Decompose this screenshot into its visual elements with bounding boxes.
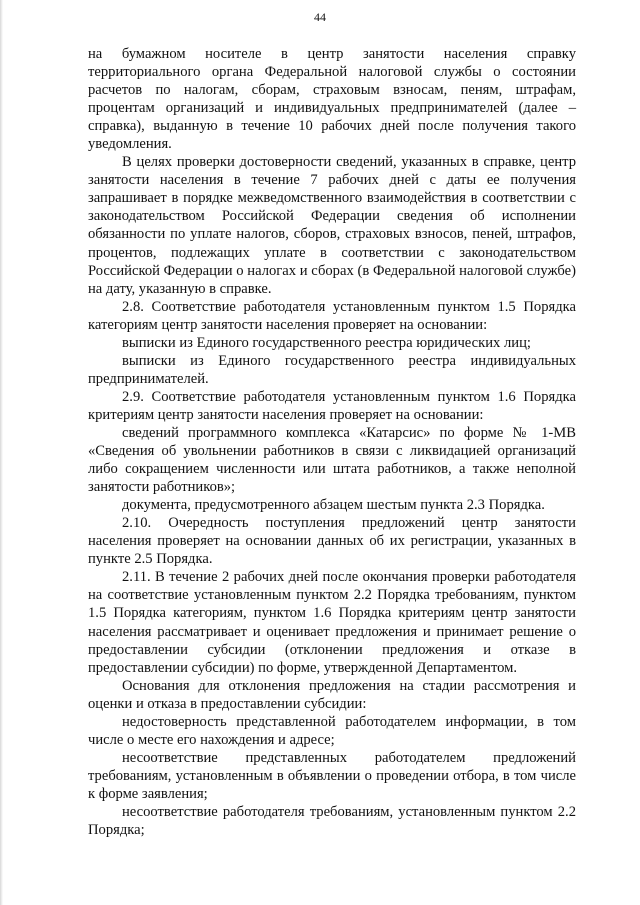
- paragraph-document: документа, предусмотренного абзацем шестым пункта 2.3 Порядка.: [122, 497, 545, 514]
- page-number: 44: [314, 10, 326, 24]
- paragraph-2-9: 2.9. Соответствие работодателя установленным пунктом 1.6 Порядка критериям центр занятости населения проверяет на основании:: [88, 388, 576, 423]
- paragraph-katarsis: сведений программного комплекса «Катарсис» по форме № 1-МВ «Сведения об увольнении работников в связи с ликвидацией организаций либо сокращением численности или штата работников, а также неполной занятости работников»;: [88, 424, 576, 496]
- paragraph-verification: В целях проверки достоверности сведений, указанных в справке, центр занятости населения в течение 7 рабочих дней с даты ее получения запрашивает в порядке межведомственного взаимодействия в соответствии с законодательством Российской Федерации сведения об исполнении обязанности по уплате налогов, сборов, страховых взносов, пеней, штрафов, процентов, подлежащих уплате в соответствии с законодательством Российской Федерации о налогах и сборах (в Федеральной налоговой службе) на дату, указанную в справке.: [88, 154, 576, 297]
- paragraph-2-8: 2.8. Соответствие работодателя установленным пунктом 1.5 Порядка категориям центр занятости населения проверяет на основании:: [88, 298, 576, 333]
- paragraph-2-10: 2.10. Очередность поступления предложений центр занятости населения проверяет на основании данных об их регистрации, указанных в пункте 2.5 Порядка.: [88, 515, 576, 568]
- paragraph-ground-3: несоответствие работодателя требованиям, установленным пунктом 2.2 Порядка;: [88, 803, 576, 839]
- paragraph-continuation: на бумажном носителе в центр занятости населения справку территориального органа Федеральной налоговой службы о состоянии расчетов по налогам, сборам, страховым взносам, пеням, штрафам, процентам организаций и индивидуальных предпринимателей (далее – справка), выданную в течение 10 рабочих дней после получения такого уведомления.: [88, 46, 576, 153]
- paragraph-ground-2: несоответствие представленных работодателем предложений требованиям, установленным в объявлении о проведении отбора, в том числе к форме заявления;: [88, 749, 576, 802]
- paragraph-2-11: 2.11. В течение 2 рабочих дней после окончания проверки работодателя на соответствие установленным пунктом 2.2 Порядка требованиям, пунктом 1.5 Порядка категориям, пунктом 1.6 Порядка критериям центр занятости населения рассматривает и оценивает предложения и принимает решение о предоставлении субсидии (отклонении предложения и отказе в предоставлении субсидии) по форме, утвержденной Департаментом.: [88, 569, 576, 676]
- scan-binding-edge: [0, 0, 3, 905]
- paragraph-egrul: выписки из Единого государственного реестра юридических лиц;: [122, 334, 531, 351]
- paragraph-ground-1: недостоверность представленной работодателем информации, в том числе о месте его нахождения и адресе;: [88, 713, 576, 748]
- paragraph-egrip: выписки из Единого государственного реестра индивидуальных предпринимателей.: [88, 352, 576, 387]
- document-body: [88, 45, 576, 839]
- paragraph-grounds: Основания для отклонения предложения на стадии рассмотрения и оценки и отказа в предоставлении субсидии:: [88, 677, 576, 712]
